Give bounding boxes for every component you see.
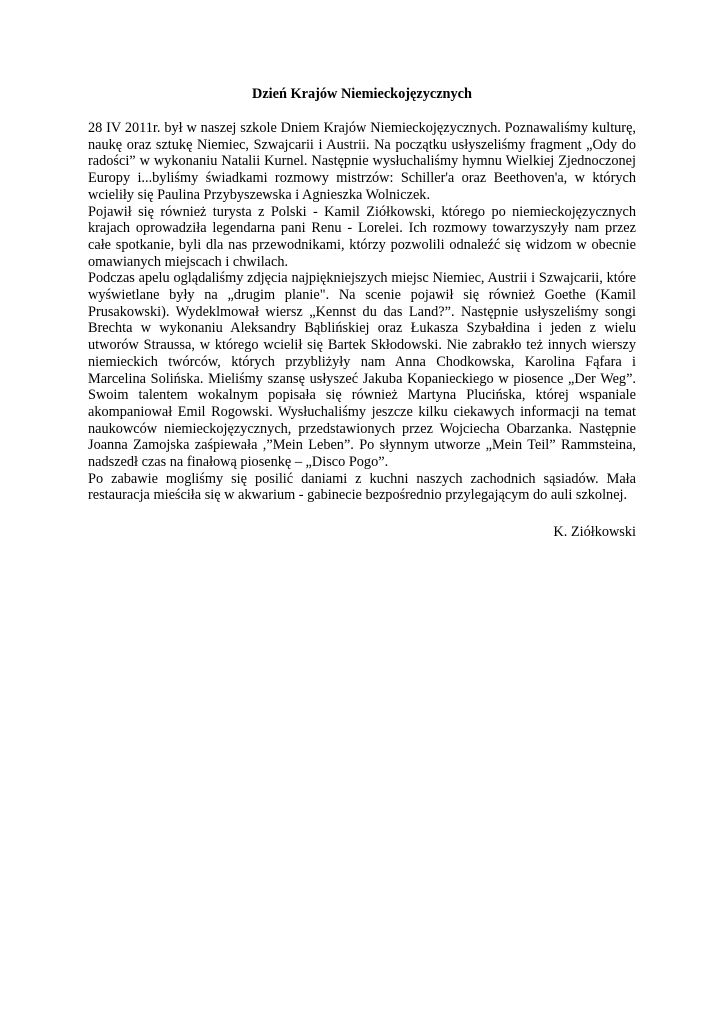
paragraph-intro: 28 IV 2011r. był w naszej szkole Dniem Krajów Niemieckojęzycznych. Poznawaliśmy kulturę, naukę oraz sztukę Niemiec, Szwajcarii i Austrii. Na początku usłyszeliśmy fragment „Ody do radości” w wykonaniu Natalii Kurnel. Następnie wysłuchaliśmy hymnu Wielkiej Zjednoczonej Europy i...byliśmy świadkami rozmowy mistrzów: Schiller'a oraz Beethoven'a, w których wcieliły się Paulina Przybyszewska i Agnieszka Wolniczek. bbox=[88, 120, 636, 203]
document-title: Dzień Krajów Niemieckojęzycznych bbox=[252, 86, 472, 102]
paragraph-assembly: Podczas apelu oglądaliśmy zdjęcia najpiękniejszych miejsc Niemiec, Austrii i Szwajcarii, które wyświetlane były na „drugim planie". Na scenie pojawił się również Goethe (Kamil Prusakowski). Wydeklmował wiersz „Kennst du das Land?”. Następnie usłyszeliśmy songi Brechta w wykonaniu Aleksandry Bąblińskiej oraz Łukasza Szybałdina i jeden z wielu utworów Straussa, w którego wcielił się Bartek Skłodowski. Nie zabrakło też innych wierszy niemieckich twórców, których przybliżyły nam Anna Chodkowska, Karolina Fąfara i Marcelina Solińska. Mieliśmy szansę usłyszeć Jakuba Kopanieckiego w piosence „Der Weg”. Swoim talentem wokalnym popisała się również Martyna Plucińska, której wspaniale akompaniował Emil Rogowski. Wysłuchaliśmy jeszcze kilku ciekawych informacji na temat naukowców niemieckojęzycznych, przedstawionych przez Wojciecha Obarzanka. Następnie Joanna Zamojska zaśpiewała ,”Mein Leben”. Po słynnym utworze „Mein Teil” Rammsteina, nadszedł czas na finałową piosenkę – „Disco Pogo”. bbox=[88, 270, 636, 471]
document-body bbox=[88, 120, 636, 504]
paragraph-tourist: Pojawił się również turysta z Polski - Kamil Ziółkowski, którego po niemieckojęzycznych krajach oprowadziła legendarna pani Renu - Lorelei. Ich rozmowy towarzyszyły nam przez całe spotkanie, byli dla nas przewodnikami, którzy pozwolili odnaleźć się widzom w obecnie omawianych miejscach i chwilach. bbox=[88, 203, 636, 270]
author-signature: K. Ziółkowski bbox=[553, 524, 636, 540]
paragraph-closing: Po zabawie mogliśmy się posilić daniami z kuchni naszych zachodnich sąsiadów. Mała restauracja mieściła się w akwarium - gabinecie bezpośrednio przylegającym do auli szkolnej. bbox=[88, 470, 636, 504]
